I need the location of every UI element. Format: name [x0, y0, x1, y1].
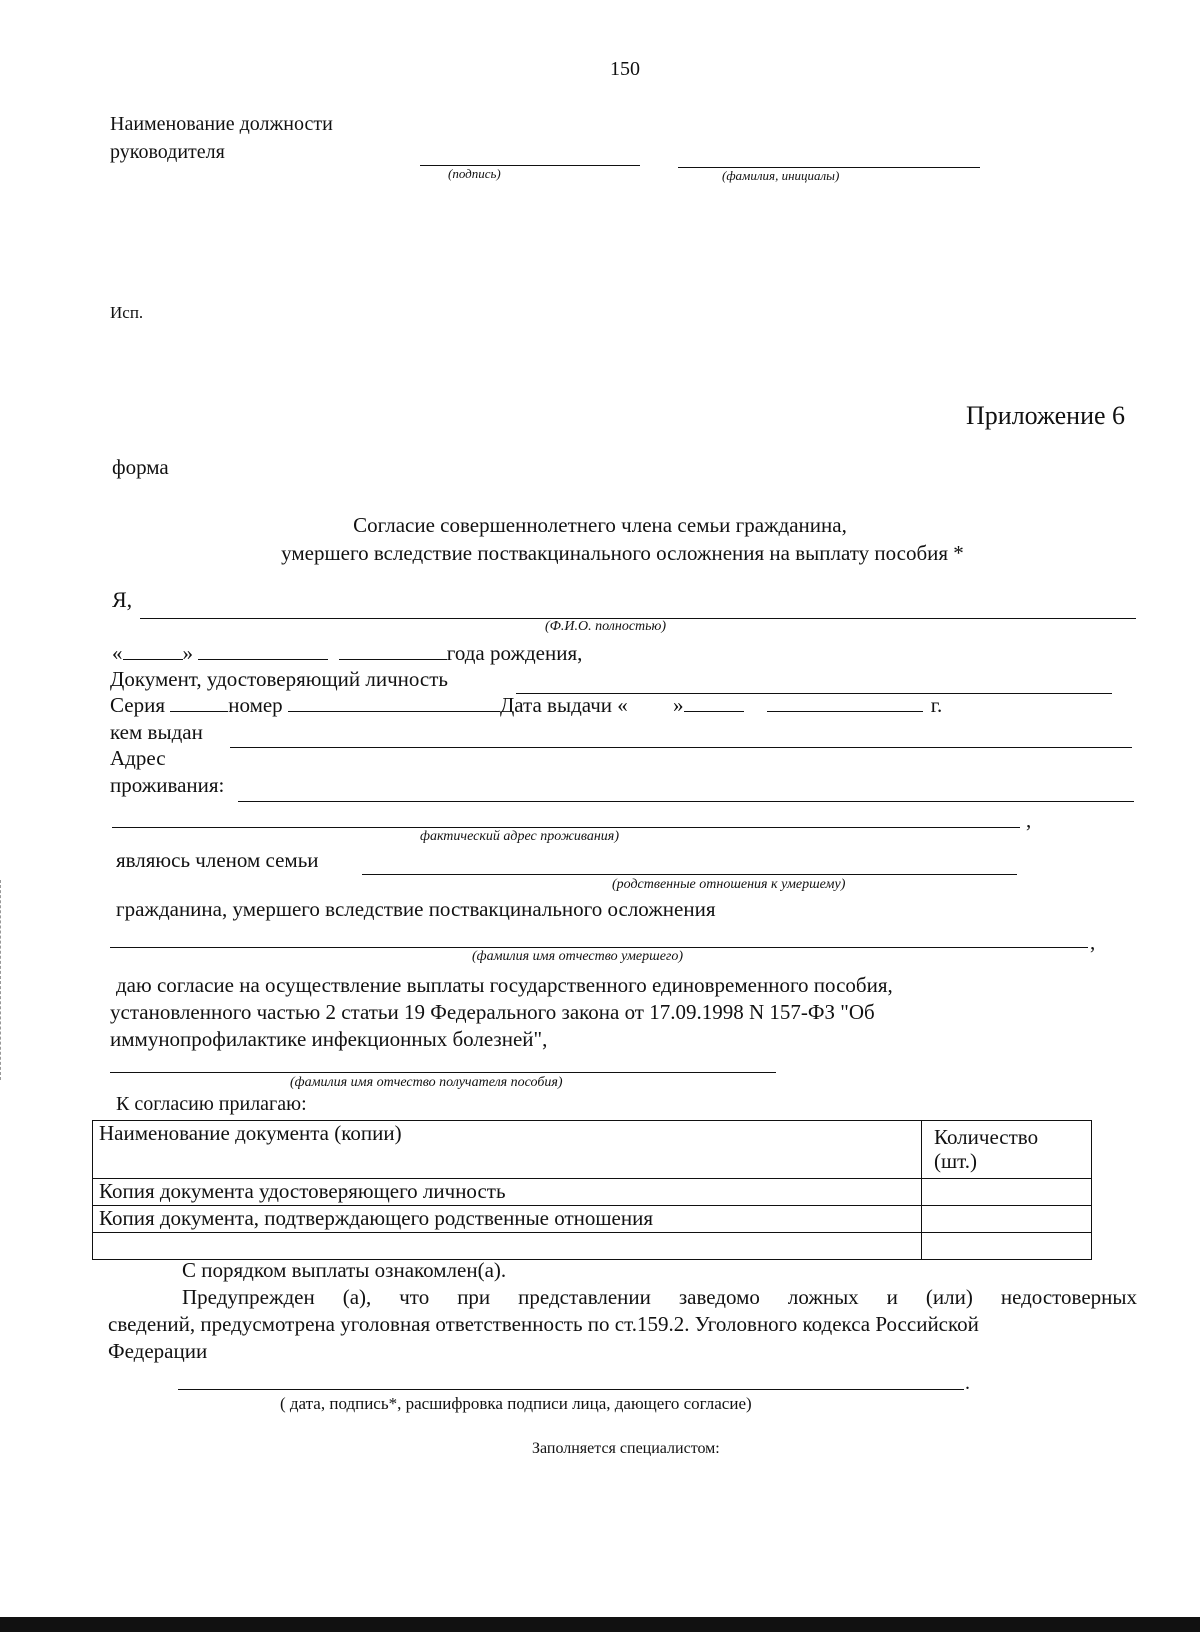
issued-by-label: кем выдан	[110, 720, 203, 744]
address-input-line[interactable]	[238, 801, 1134, 802]
header-qty	[922, 1121, 1092, 1179]
birth-year-label: года рождения,	[446, 641, 583, 665]
row-doc-name[interactable]	[93, 1233, 922, 1260]
address-caption: фактический адрес проживания)	[420, 829, 619, 844]
position-title-line1: Наименование должности	[110, 113, 333, 135]
signature-caption-footer: ( дата, подпись*, расшифровка подписи лица, дающего согласие)	[280, 1394, 752, 1413]
specialist-label: Заполняется специалистом:	[532, 1440, 720, 1457]
relation-caption: (родственные отношения к умершему)	[612, 877, 846, 892]
header-doc-name: Наименование документа (копии)	[93, 1121, 922, 1179]
series-row	[110, 693, 942, 718]
birth-close-quote: »	[182, 641, 193, 665]
deceased-text: гражданина, умершего вследствие поствакцинального осложнения	[116, 897, 716, 921]
issue-date-close: »	[673, 693, 684, 717]
issue-date-label: Дата выдачи «	[499, 693, 628, 717]
row-doc-name: Копия документа, подтверждающего родственные отношения	[93, 1206, 922, 1233]
family-member-label: являюсь членом семьи	[116, 848, 319, 872]
position-title-line2: руководителя	[110, 141, 225, 163]
address-comma: ,	[1026, 808, 1032, 832]
i-label: Я,	[112, 587, 133, 612]
signature-input-line[interactable]	[178, 1389, 964, 1390]
consent-line1: даю согласие на осуществление выплаты государственного единовременного пособия,	[116, 973, 893, 997]
row-qty[interactable]	[922, 1233, 1092, 1260]
signature-caption: (подпись)	[448, 166, 501, 181]
scan-bottom-edge	[0, 1617, 1200, 1632]
warning-line2: сведений, предусмотрена уголовная ответственность по ст.159.2. Уголовного кодекса Российской	[108, 1312, 979, 1336]
scan-edge-mark	[0, 880, 4, 1080]
birth-date-row	[112, 641, 582, 666]
name-caption: (фамилия, инициалы)	[722, 168, 840, 183]
deceased-input-line[interactable]	[110, 947, 1088, 948]
deceased-caption: (фамилия имя отчество умершего)	[472, 949, 684, 964]
title-line1: Согласие совершеннолетнего члена семьи гражданина,	[353, 513, 847, 537]
id-doc-label: Документ, удостоверяющий личность	[110, 667, 448, 691]
birth-year-blank[interactable]	[339, 641, 447, 660]
header-qty-line2: (шт.)	[934, 1149, 978, 1173]
header-qty-line1: Количество	[934, 1125, 1039, 1149]
signature-period: .	[965, 1372, 970, 1394]
row-qty[interactable]	[922, 1206, 1092, 1233]
series-blank[interactable]	[170, 693, 228, 712]
address-label-2: проживания:	[110, 773, 225, 797]
warning-line3: Федерации	[108, 1339, 208, 1363]
birth-day-blank[interactable]	[123, 641, 183, 660]
fio-caption: (Ф.И.О. полностью)	[545, 619, 667, 634]
relation-input-line[interactable]	[362, 874, 1017, 875]
recipient-input-line[interactable]	[110, 1072, 776, 1073]
table-row	[93, 1206, 1092, 1233]
form-label: форма	[112, 455, 169, 479]
birth-month-blank[interactable]	[198, 641, 328, 660]
issued-by-input-line[interactable]	[230, 747, 1132, 748]
series-label: Серия	[110, 693, 165, 717]
page-number: 150	[610, 58, 640, 80]
issue-month-blank[interactable]	[684, 693, 744, 712]
table-row	[93, 1233, 1092, 1260]
appendix-label: Приложение 6	[966, 401, 1126, 430]
year-suffix: г.	[930, 693, 943, 717]
executor-label: Исп.	[110, 303, 144, 322]
table-header-row	[93, 1121, 1092, 1179]
address-input-line-2[interactable]	[112, 827, 1020, 828]
warning-line1: Предупрежден (а), что при представлении заведомо ложных и (или) недостоверных	[182, 1285, 1137, 1309]
row-doc-name: Копия документа удостоверяющего личность	[93, 1179, 922, 1206]
table-row	[93, 1179, 1092, 1206]
number-blank[interactable]	[288, 693, 500, 712]
issue-year-blank[interactable]	[767, 693, 923, 712]
consent-line3: иммунопрофилактике инфекционных болезней",	[110, 1027, 548, 1051]
acquainted-text: С порядком выплаты ознакомлен(а).	[182, 1258, 507, 1282]
attachments-table	[92, 1120, 1092, 1260]
consent-line2: установленного частью 2 статьи 19 Федерального закона от 17.09.1998 N 157-ФЗ "Об	[110, 1000, 875, 1024]
title-line2: умершего вследствие поствакцинального осложнения на выплату пособия *	[281, 541, 964, 565]
address-label-1: Адрес	[110, 746, 166, 770]
deceased-comma: ,	[1090, 930, 1096, 954]
attach-label: К согласию прилагаю:	[116, 1093, 307, 1115]
row-qty[interactable]	[922, 1179, 1092, 1206]
number-label: номер	[228, 693, 283, 717]
recipient-caption: (фамилия имя отчество получателя пособия)	[290, 1075, 563, 1090]
birth-open-quote: «	[112, 641, 123, 665]
